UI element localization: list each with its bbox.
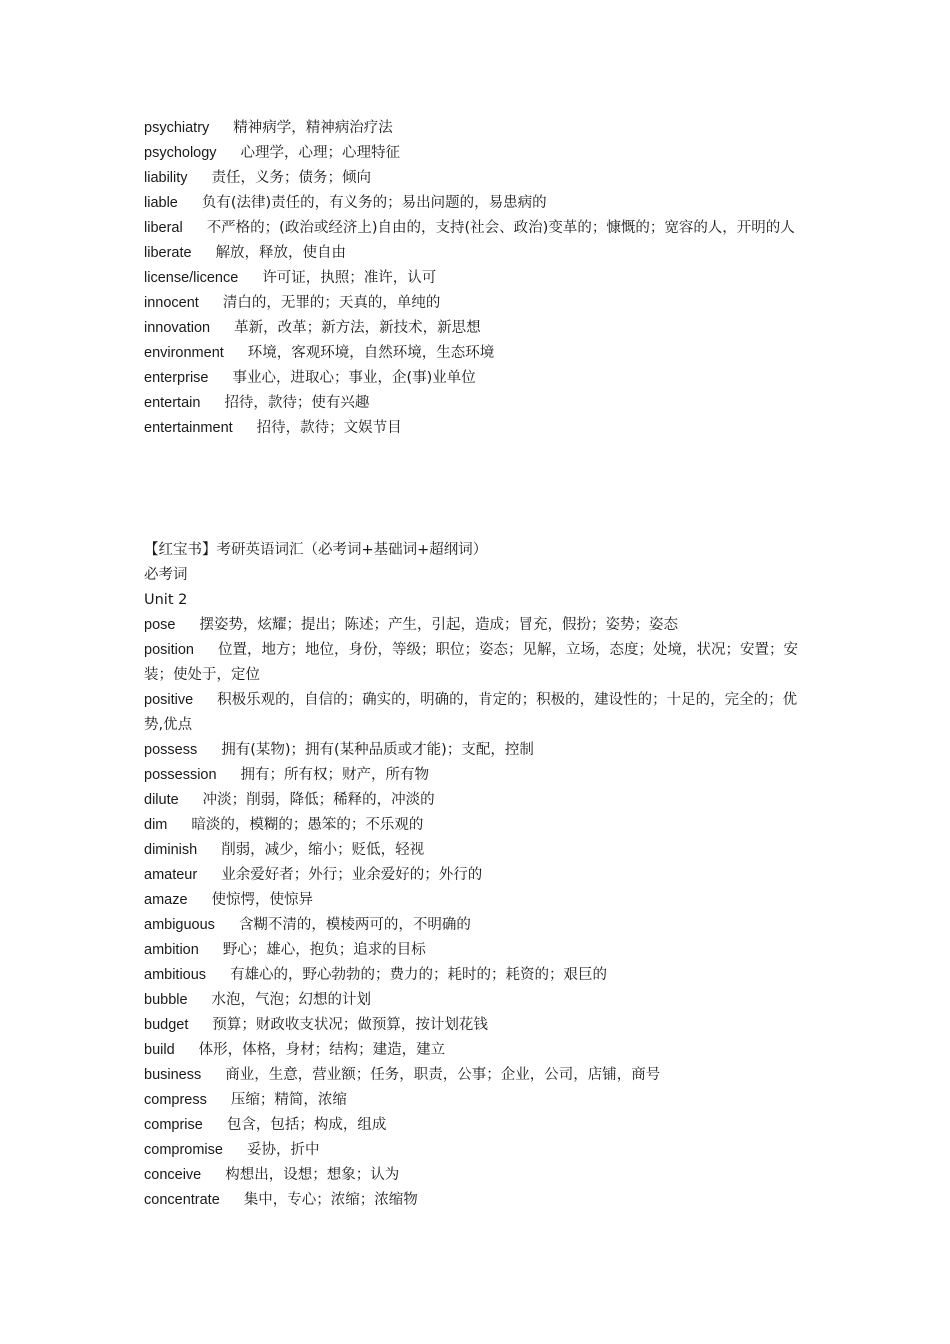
vocab-word: liable bbox=[144, 195, 178, 211]
vocab-word: ambition bbox=[144, 942, 199, 958]
vocab-entry bbox=[144, 963, 814, 988]
vocab-definition: 业余爱好者；外行；业余爱好的；外行的 bbox=[221, 867, 483, 883]
vocab-entry bbox=[144, 291, 814, 316]
vocab-entry bbox=[144, 1188, 814, 1213]
vocab-entry bbox=[144, 888, 814, 913]
vocab-definition: 清白的，无罪的；天真的，单纯的 bbox=[222, 295, 441, 311]
section-subtitle: 必考词 bbox=[144, 567, 188, 583]
vocab-entry bbox=[144, 341, 814, 366]
vocab-definition: 集中，专心；浓缩；浓缩物 bbox=[243, 1192, 418, 1208]
vocab-word: amaze bbox=[144, 892, 188, 908]
vocab-entry bbox=[144, 763, 814, 788]
vocab-definition: 招待，款待；使有兴趣 bbox=[224, 395, 370, 411]
vocab-word: environment bbox=[144, 345, 224, 361]
vocab-definition: 预算；财政收支状况；做预算，按计划花钱 bbox=[212, 1017, 488, 1033]
vocab-word: build bbox=[144, 1042, 175, 1058]
vocab-definition: 心理学，心理；心理特征 bbox=[240, 145, 401, 161]
vocab-definition: 使惊愕，使惊异 bbox=[211, 892, 314, 908]
vocab-entry bbox=[144, 1113, 814, 1138]
vocab-entry bbox=[144, 241, 814, 266]
vocab-definition: 水泡，气泡；幻想的计划 bbox=[211, 992, 372, 1008]
vocab-entry bbox=[144, 116, 814, 141]
vocab-word: comprise bbox=[144, 1117, 203, 1133]
vocab-word: license/licence bbox=[144, 270, 239, 286]
vocab-definition: 妥协，折中 bbox=[246, 1142, 320, 1158]
vocab-definition: 包含，包括；构成，组成 bbox=[226, 1117, 387, 1133]
vocab-word: ambitious bbox=[144, 967, 207, 983]
vocab-entry bbox=[144, 913, 814, 938]
vocab-entry bbox=[144, 216, 814, 241]
vocab-word: concentrate bbox=[144, 1192, 220, 1208]
vocab-definition: 压缩；精简，浓缩 bbox=[230, 1092, 347, 1108]
vocab-definition: 摆姿势，炫耀；提出；陈述；产生，引起，造成；冒充，假扮；姿势；姿态 bbox=[199, 617, 678, 633]
vocab-definition: 解放，释放，使自由 bbox=[215, 245, 347, 261]
vocab-word: business bbox=[144, 1067, 202, 1083]
vocab-entry bbox=[144, 366, 814, 391]
vocab-definition: 不严格的；(政治或经济上)自由的，支持(社会、政治)变革的；慷慨的；宽容的人，开明的人 bbox=[206, 220, 795, 236]
vocab-entry bbox=[144, 141, 814, 166]
section-title: 【红宝书】考研英语词汇（必考词+基础词+超纲词） bbox=[144, 542, 488, 558]
vocab-entry bbox=[144, 638, 814, 688]
vocab-word: pose bbox=[144, 617, 176, 633]
vocab-word: position bbox=[144, 642, 194, 658]
vocab-entry bbox=[144, 1138, 814, 1163]
vocab-definition: 商业，生意，营业额；任务，职责，公事；企业，公司，店铺，商号 bbox=[225, 1067, 661, 1083]
vocab-definition: 许可证，执照；准许，认可 bbox=[262, 270, 437, 286]
vocab-entry bbox=[144, 266, 814, 291]
vocab-word: amateur bbox=[144, 867, 198, 883]
vocab-definition: 暗淡的，模糊的；愚笨的；不乐观的 bbox=[191, 817, 424, 833]
vocab-word: possess bbox=[144, 742, 198, 758]
vocab-entry bbox=[144, 1063, 814, 1088]
vocab-definition: 积极乐观的，自信的；确实的，明确的，肯定的；积极的，建设性的；十足的，完全的；优势,优点 bbox=[144, 692, 798, 733]
vocab-word: liberal bbox=[144, 220, 183, 236]
vocab-entry bbox=[144, 788, 814, 813]
vocab-entry bbox=[144, 1013, 814, 1038]
vocab-definition: 招待，款待；文娱节目 bbox=[256, 420, 402, 436]
vocab-word: dim bbox=[144, 817, 168, 833]
vocab-word: liberate bbox=[144, 245, 192, 261]
vocab-definition: 负有(法律)责任的，有义务的；易出问题的，易患病的 bbox=[201, 195, 547, 211]
vocab-definition: 责任，义务；债务；倾向 bbox=[211, 170, 372, 186]
vocab-entry bbox=[144, 813, 814, 838]
vocab-entry bbox=[144, 688, 814, 738]
vocab-definition: 革新，改革；新方法，新技术，新思想 bbox=[234, 320, 481, 336]
vocab-entry bbox=[144, 191, 814, 216]
vocab-word: liability bbox=[144, 170, 188, 186]
vocab-word: enterprise bbox=[144, 370, 209, 386]
vocabulary-section-2 bbox=[144, 538, 814, 1213]
vocab-definition: 构想出，设想；想象；认为 bbox=[225, 1167, 400, 1183]
vocab-word: entertainment bbox=[144, 420, 233, 436]
vocab-entry bbox=[144, 166, 814, 191]
vocab-word: compromise bbox=[144, 1142, 223, 1158]
vocab-entry bbox=[144, 738, 814, 763]
vocab-entry bbox=[144, 316, 814, 341]
vocab-definition: 含糊不清的，模棱两可的，不明确的 bbox=[238, 917, 471, 933]
vocab-word: diminish bbox=[144, 842, 198, 858]
vocab-entry bbox=[144, 1163, 814, 1188]
unit-heading: Unit 2 bbox=[144, 592, 188, 608]
vocab-definition: 削弱，减少，缩小；贬低，轻视 bbox=[221, 842, 425, 858]
vocab-entry bbox=[144, 988, 814, 1013]
vocab-definition: 有雄心的，野心勃勃的；费力的；耗时的；耗资的；艰巨的 bbox=[230, 967, 608, 983]
vocab-entry bbox=[144, 391, 814, 416]
vocab-entry bbox=[144, 416, 814, 441]
vocab-entry bbox=[144, 938, 814, 963]
vocab-word: positive bbox=[144, 692, 194, 708]
vocab-definition: 野心；雄心，抱负；追求的目标 bbox=[222, 942, 426, 958]
vocab-word: possession bbox=[144, 767, 217, 783]
vocab-entry bbox=[144, 838, 814, 863]
vocab-definition: 冲淡；削弱，降低；稀释的，冲淡的 bbox=[202, 792, 435, 808]
vocab-word: budget bbox=[144, 1017, 189, 1033]
vocab-word: dilute bbox=[144, 792, 179, 808]
vocab-word: innovation bbox=[144, 320, 211, 336]
vocab-definition: 事业心，进取心；事业，企(事)业单位 bbox=[232, 370, 476, 386]
vocab-definition: 体形，体格，身材；结构；建造，建立 bbox=[198, 1042, 446, 1058]
vocab-definition: 精神病学，精神病治疗法 bbox=[233, 120, 393, 136]
vocab-word: conceive bbox=[144, 1167, 202, 1183]
vocab-definition: 环境，客观环境，自然环境，生态环境 bbox=[247, 345, 495, 361]
vocab-word: ambiguous bbox=[144, 917, 215, 933]
vocab-entry bbox=[144, 613, 814, 638]
vocab-word: innocent bbox=[144, 295, 199, 311]
vocabulary-section-1 bbox=[144, 116, 814, 441]
vocab-entry bbox=[144, 1038, 814, 1063]
vocab-word: psychiatry bbox=[144, 120, 210, 136]
vocab-definition: 位置，地方；地位，身份，等级；职位；姿态；见解，立场，态度；处境，状况；安置；安装；使处于，定位 bbox=[144, 642, 798, 683]
vocab-word: psychology bbox=[144, 145, 217, 161]
vocab-entry bbox=[144, 1088, 814, 1113]
vocab-word: bubble bbox=[144, 992, 188, 1008]
vocab-word: compress bbox=[144, 1092, 207, 1108]
vocab-definition: 拥有(某物)；拥有(某种品质或才能)；支配，控制 bbox=[221, 742, 534, 758]
vocab-entry bbox=[144, 863, 814, 888]
vocab-definition: 拥有；所有权；财产，所有物 bbox=[240, 767, 430, 783]
vocab-word: entertain bbox=[144, 395, 201, 411]
